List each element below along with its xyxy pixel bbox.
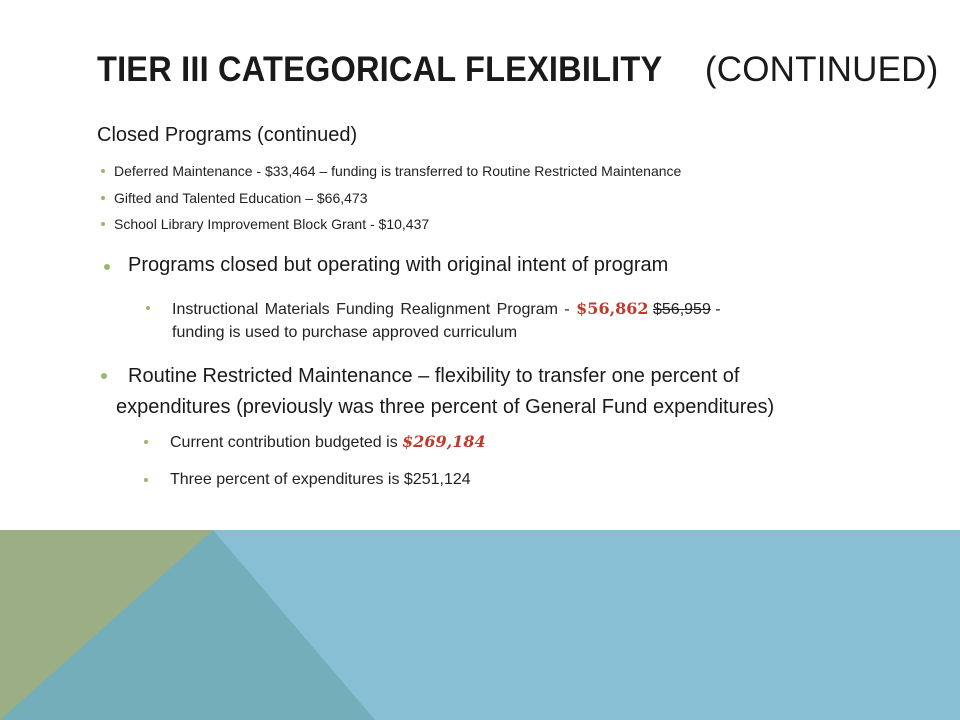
rrm-line1: Routine Restricted Maintenance – flexibility to transfer one percent of <box>128 365 740 387</box>
instructional-materials-suffix: - <box>710 301 721 318</box>
bullet-icon <box>144 440 148 444</box>
operating-sub-list <box>146 297 721 344</box>
decorative-shapes <box>0 530 960 720</box>
list-item-text: School Library Improvement Block Grant - $10,437 <box>114 216 430 232</box>
bullet-icon <box>101 222 105 226</box>
instructional-materials-new-amount: $56,862 <box>576 299 649 318</box>
bullet-icon <box>104 264 110 270</box>
list-item <box>144 430 486 455</box>
section-heading: Closed Programs (continued) <box>97 124 358 146</box>
slide-title-main: TIER III CATEGORICAL FLEXIBILITY <box>97 50 663 89</box>
bullet-icon <box>146 306 150 310</box>
list-item <box>101 211 681 238</box>
bullet-icon <box>101 169 105 173</box>
list-item <box>146 297 721 344</box>
closed-programs-list <box>101 158 681 238</box>
list-item-text: Deferred Maintenance - $33,464 – funding is transferred to Routine Restricted Maintenance <box>114 163 682 179</box>
instructional-materials-prefix: Instructional Materials Funding Realignment Program - <box>172 301 577 318</box>
rrm-line2: expenditures (previously was three percent of General Fund expenditures) <box>116 396 775 418</box>
bullet-icon <box>144 478 148 482</box>
contribution-prefix: Current contribution budgeted is <box>170 434 403 451</box>
operating-heading-item <box>104 254 668 277</box>
three-percent-text: Three percent of expenditures is $251,124 <box>170 471 471 488</box>
operating-heading: Programs closed but operating with original intent of program <box>128 254 669 276</box>
bullet-icon <box>101 373 107 379</box>
contribution-amount: $269,184 <box>402 432 486 451</box>
bullet-icon <box>101 196 105 200</box>
slide-title <box>97 50 938 90</box>
list-item <box>144 468 486 492</box>
instructional-materials-old-amount: $56,959 <box>653 301 711 318</box>
rrm-sub-list <box>144 430 486 492</box>
list-item-text: Gifted and Talented Education – $66,473 <box>114 189 368 206</box>
list-item <box>101 158 681 185</box>
instructional-materials-line2: funding is used to purchase approved curriculum <box>172 324 518 341</box>
rrm-item <box>101 361 774 423</box>
list-item <box>101 185 681 212</box>
slide-title-paren: (CONTINUED) <box>704 50 939 89</box>
